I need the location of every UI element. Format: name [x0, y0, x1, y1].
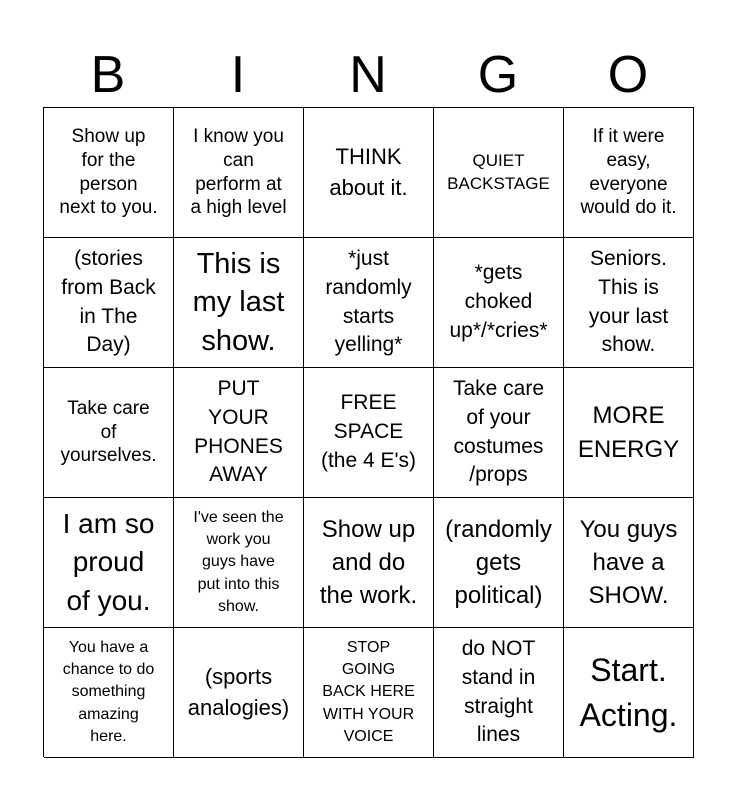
header-letter-n: N	[349, 46, 387, 104]
bingo-cell-r2c5[interactable]: Seniors. This is your last show.	[564, 238, 694, 368]
bingo-cell-r1c3[interactable]: THINK about it.	[304, 108, 434, 238]
bingo-cell-r3c1[interactable]: Take care of yourselves.	[44, 368, 174, 498]
header-letter-i: I	[230, 46, 246, 104]
bingo-cell-r4c3[interactable]: Show up and do the work.	[304, 498, 434, 628]
bingo-cell-r5c1[interactable]: You have a chance to do something amazing here.	[44, 628, 174, 758]
bingo-cell-r3c3[interactable]: FREE SPACE (the 4 E's)	[304, 368, 434, 498]
bingo-cell-r3c5[interactable]: MORE ENERGY	[564, 368, 694, 498]
bingo-cell-r1c1[interactable]: Show up for the person next to you.	[44, 108, 174, 238]
bingo-cell-r5c2[interactable]: (sports analogies)	[174, 628, 304, 758]
bingo-cell-r1c5[interactable]: If it were easy, everyone would do it.	[564, 108, 694, 238]
bingo-cell-r3c2[interactable]: PUT YOUR PHONES AWAY	[174, 368, 304, 498]
bingo-cell-r3c4[interactable]: Take care of your costumes /props	[434, 368, 564, 498]
bingo-cell-r5c5[interactable]: Start. Acting.	[564, 628, 694, 758]
bingo-cell-r2c1[interactable]: (stories from Back in The Day)	[44, 238, 174, 368]
bingo-cell-r5c4[interactable]: do NOT stand in straight lines	[434, 628, 564, 758]
bingo-cell-r4c4[interactable]: (randomly gets political)	[434, 498, 564, 628]
bingo-cell-r1c4[interactable]: QUIET BACKSTAGE	[434, 108, 564, 238]
header-letter-g: G	[477, 46, 519, 104]
bingo-cell-r5c3[interactable]: STOP GOING BACK HERE WITH YOUR VOICE	[304, 628, 434, 758]
header-letter-b: B	[90, 46, 126, 104]
bingo-cell-r1c2[interactable]: I know you can perform at a high level	[174, 108, 304, 238]
bingo-cell-r4c2[interactable]: I've seen the work you guys have put into this show.	[174, 498, 304, 628]
bingo-card-grid	[43, 107, 694, 757]
bingo-cell-r4c1[interactable]: I am so proud of you.	[44, 498, 174, 628]
bingo-cell-r2c2[interactable]: This is my last show.	[174, 238, 304, 368]
bingo-header	[43, 42, 693, 108]
bingo-cell-r2c4[interactable]: *gets choked up*/*cries*	[434, 238, 564, 368]
header-letter-o: O	[607, 46, 649, 104]
bingo-cell-r4c5[interactable]: You guys have a SHOW.	[564, 498, 694, 628]
bingo-cell-r2c3[interactable]: *just randomly starts yelling*	[304, 238, 434, 368]
